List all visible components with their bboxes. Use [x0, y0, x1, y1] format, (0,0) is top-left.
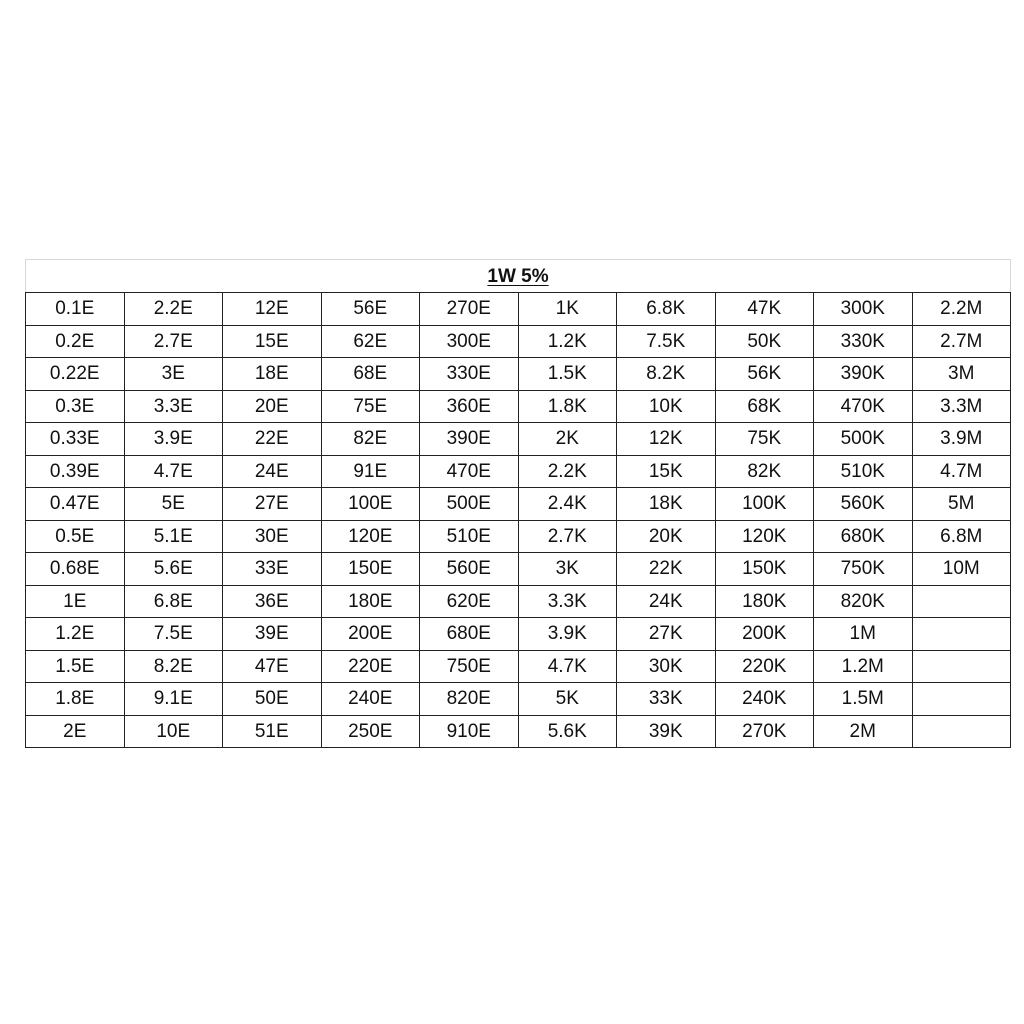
table-cell: 100K	[715, 488, 814, 521]
resistor-value-table	[25, 259, 1011, 748]
table-cell: 3.9M	[912, 423, 1011, 456]
title-row	[26, 260, 1011, 293]
resistor-value-sheet	[25, 259, 1011, 748]
table-cell: 6.8E	[124, 585, 223, 618]
table-cell: 1K	[518, 293, 617, 326]
table-cell: 910E	[420, 715, 519, 748]
table-cell: 8.2E	[124, 650, 223, 683]
table-cell: 0.68E	[26, 553, 125, 586]
table-cell: 500E	[420, 488, 519, 521]
table-cell: 2M	[814, 715, 913, 748]
table-cell: 22K	[617, 553, 716, 586]
table-cell: 6.8K	[617, 293, 716, 326]
table-cell: 390K	[814, 358, 913, 391]
table-cell: 240K	[715, 683, 814, 716]
table-cell: 5.1E	[124, 520, 223, 553]
table-cell: 6.8M	[912, 520, 1011, 553]
table-cell: 20E	[223, 390, 322, 423]
table-cell: 50K	[715, 325, 814, 358]
table-cell: 7.5E	[124, 618, 223, 651]
table-cell: 360E	[420, 390, 519, 423]
table-cell: 560K	[814, 488, 913, 521]
table-cell: 5M	[912, 488, 1011, 521]
table-cell: 15E	[223, 325, 322, 358]
table-cell: 0.1E	[26, 293, 125, 326]
table-cell: 39K	[617, 715, 716, 748]
table-cell	[912, 683, 1011, 716]
table-cell: 30E	[223, 520, 322, 553]
table-cell: 47E	[223, 650, 322, 683]
table-cell: 1.5K	[518, 358, 617, 391]
table-cell: 470E	[420, 455, 519, 488]
table-cell: 180K	[715, 585, 814, 618]
table-row	[26, 488, 1011, 521]
table-cell: 200E	[321, 618, 420, 651]
table-cell	[912, 618, 1011, 651]
table-cell: 3.3E	[124, 390, 223, 423]
table-cell: 0.5E	[26, 520, 125, 553]
table-cell: 1.8K	[518, 390, 617, 423]
table-cell: 75E	[321, 390, 420, 423]
table-cell: 2.4K	[518, 488, 617, 521]
table-cell: 1.8E	[26, 683, 125, 716]
table-cell: 180E	[321, 585, 420, 618]
table-cell: 560E	[420, 553, 519, 586]
table-cell: 5.6K	[518, 715, 617, 748]
table-cell: 10K	[617, 390, 716, 423]
table-cell: 2.2M	[912, 293, 1011, 326]
table-cell: 1.5M	[814, 683, 913, 716]
table-row	[26, 423, 1011, 456]
table-row	[26, 390, 1011, 423]
table-cell: 750K	[814, 553, 913, 586]
table-row	[26, 455, 1011, 488]
table-cell: 82E	[321, 423, 420, 456]
table-cell: 0.2E	[26, 325, 125, 358]
table-cell: 3.9K	[518, 618, 617, 651]
table-cell: 50E	[223, 683, 322, 716]
table-cell: 56K	[715, 358, 814, 391]
table-row	[26, 650, 1011, 683]
table-cell: 10M	[912, 553, 1011, 586]
table-cell: 3.3M	[912, 390, 1011, 423]
table-cell: 4.7K	[518, 650, 617, 683]
table-cell: 68K	[715, 390, 814, 423]
table-cell: 5K	[518, 683, 617, 716]
table-cell: 5E	[124, 488, 223, 521]
table-cell: 330E	[420, 358, 519, 391]
table-cell: 680K	[814, 520, 913, 553]
table-cell: 150E	[321, 553, 420, 586]
table-cell: 1E	[26, 585, 125, 618]
table-cell: 30K	[617, 650, 716, 683]
table-cell: 33K	[617, 683, 716, 716]
table-cell: 820K	[814, 585, 913, 618]
table-cell: 4.7E	[124, 455, 223, 488]
table-row	[26, 293, 1011, 326]
table-title-text: 1W 5%	[487, 265, 549, 287]
table-cell: 24K	[617, 585, 716, 618]
table-cell	[912, 715, 1011, 748]
table-cell: 510E	[420, 520, 519, 553]
table-cell: 2.7E	[124, 325, 223, 358]
table-cell: 3M	[912, 358, 1011, 391]
table-cell: 220E	[321, 650, 420, 683]
table-cell: 0.3E	[26, 390, 125, 423]
table-cell: 2.2E	[124, 293, 223, 326]
table-cell: 1.2E	[26, 618, 125, 651]
table-cell: 18K	[617, 488, 716, 521]
table-cell: 3.3K	[518, 585, 617, 618]
table-cell: 300K	[814, 293, 913, 326]
table-cell: 300E	[420, 325, 519, 358]
table-cell: 75K	[715, 423, 814, 456]
table-cell: 12K	[617, 423, 716, 456]
table-cell: 100E	[321, 488, 420, 521]
table-cell: 27E	[223, 488, 322, 521]
table-cell: 24E	[223, 455, 322, 488]
table-cell: 15K	[617, 455, 716, 488]
table-cell: 10E	[124, 715, 223, 748]
table-cell: 200K	[715, 618, 814, 651]
table-cell: 33E	[223, 553, 322, 586]
table-cell	[912, 650, 1011, 683]
table-cell: 680E	[420, 618, 519, 651]
table-cell: 1.2M	[814, 650, 913, 683]
table-cell: 9.1E	[124, 683, 223, 716]
table-cell: 820E	[420, 683, 519, 716]
table-cell: 3E	[124, 358, 223, 391]
table-row	[26, 520, 1011, 553]
table-cell: 36E	[223, 585, 322, 618]
table-cell: 18E	[223, 358, 322, 391]
table-cell: 22E	[223, 423, 322, 456]
table-cell: 62E	[321, 325, 420, 358]
table-cell: 270E	[420, 293, 519, 326]
table-cell: 82K	[715, 455, 814, 488]
table-cell: 390E	[420, 423, 519, 456]
table-cell: 220K	[715, 650, 814, 683]
table-cell: 56E	[321, 293, 420, 326]
table-cell: 3K	[518, 553, 617, 586]
table-row	[26, 683, 1011, 716]
table-cell: 620E	[420, 585, 519, 618]
table-cell: 0.47E	[26, 488, 125, 521]
table-row	[26, 325, 1011, 358]
table-cell: 120K	[715, 520, 814, 553]
table-body	[26, 293, 1011, 748]
table-row	[26, 553, 1011, 586]
table-row	[26, 358, 1011, 391]
table-cell: 2K	[518, 423, 617, 456]
table-cell: 20K	[617, 520, 716, 553]
table-cell: 1M	[814, 618, 913, 651]
table-cell: 1.5E	[26, 650, 125, 683]
table-cell: 250E	[321, 715, 420, 748]
table-cell: 1.2K	[518, 325, 617, 358]
table-cell: 12E	[223, 293, 322, 326]
table-cell: 500K	[814, 423, 913, 456]
table-cell: 330K	[814, 325, 913, 358]
table-cell: 39E	[223, 618, 322, 651]
table-cell: 470K	[814, 390, 913, 423]
table-cell: 91E	[321, 455, 420, 488]
table-row	[26, 585, 1011, 618]
table-cell: 8.2K	[617, 358, 716, 391]
table-row	[26, 715, 1011, 748]
table-cell: 2E	[26, 715, 125, 748]
table-cell: 68E	[321, 358, 420, 391]
table-cell: 0.22E	[26, 358, 125, 391]
table-cell	[912, 585, 1011, 618]
table-cell: 240E	[321, 683, 420, 716]
table-cell: 150K	[715, 553, 814, 586]
table-cell: 27K	[617, 618, 716, 651]
table-cell: 4.7M	[912, 455, 1011, 488]
table-cell: 51E	[223, 715, 322, 748]
table-cell: 2.7K	[518, 520, 617, 553]
table-cell: 750E	[420, 650, 519, 683]
table-cell: 7.5K	[617, 325, 716, 358]
table-cell: 47K	[715, 293, 814, 326]
table-cell: 2.7M	[912, 325, 1011, 358]
table-row	[26, 618, 1011, 651]
table-cell: 120E	[321, 520, 420, 553]
table-cell: 510K	[814, 455, 913, 488]
table-cell: 2.2K	[518, 455, 617, 488]
table-cell: 5.6E	[124, 553, 223, 586]
table-cell: 3.9E	[124, 423, 223, 456]
table-cell: 0.39E	[26, 455, 125, 488]
table-cell: 0.33E	[26, 423, 125, 456]
table-title	[26, 260, 1011, 293]
table-cell: 270K	[715, 715, 814, 748]
